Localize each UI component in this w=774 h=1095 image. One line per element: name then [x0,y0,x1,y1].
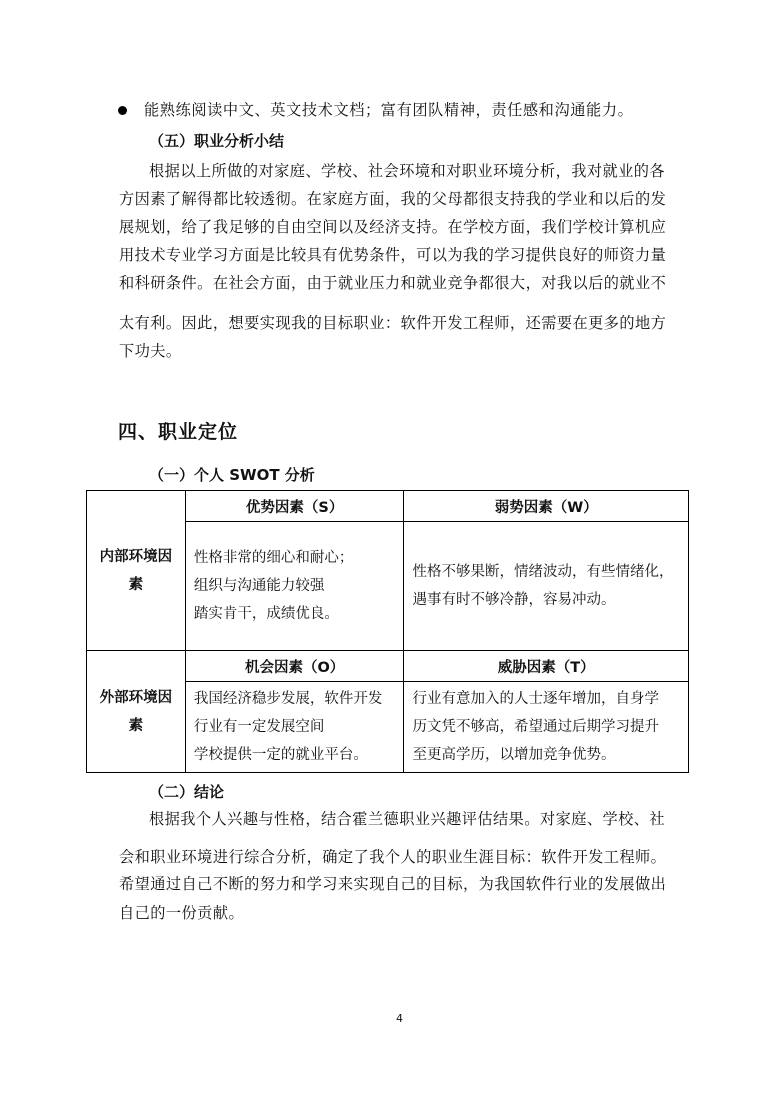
threat-item: 历文凭不够高，希望通过后期学习提升 [412,719,659,735]
opportunity-item: 学校提供一定的就业平台。 [193,747,368,763]
threats-cell [404,682,689,773]
threats-header: 威胁因素（T） [404,651,689,682]
threat-item: 至更高学历，以增加竞争优势。 [412,747,616,763]
internal-label-line: 内部环境因 [99,548,173,565]
weaknesses-cell [404,522,689,651]
strength-item: 组织与沟通能力较强 [193,578,325,594]
strengths-header: 优势因素（S） [185,491,404,522]
external-label-line: 素 [128,717,144,734]
opportunities-header: 机会因素（O） [185,651,404,682]
opportunity-item: 行业有一定发展空间 [193,719,325,735]
chapter4-title: 四、职业定位 [118,421,239,443]
opportunities-cell [185,682,404,773]
weakness-item: 性格不够果断，情绪波动，有些情绪化， [412,564,674,580]
internal-label-line: 素 [128,576,144,593]
section5-line: 下功夫。 [119,342,182,360]
section5-line: 方因素了解得都比较透彻。在家庭方面，我的父母都很支持我的学业和以后的发 [119,190,667,208]
external-label-line: 外部环境因 [99,689,173,706]
opportunity-item: 我国经济稳步发展，软件开发 [193,691,383,707]
bullet-text: 能熟练阅读中文、英文技术文档；富有团队精神，责任感和沟通能力。 [144,101,634,119]
external-factors-label [87,651,186,773]
strength-item: 性格非常的细心和耐心； [193,550,354,566]
section5-line: 根据以上所做的对家庭、学校、社会环境和对职业环境分析，我对就业的各 [149,162,666,180]
threat-item: 行业有意加入的人士逐年增加，自身学 [412,691,659,707]
conclusion-line: 希望通过自己不断的努力和学习来实现自己的目标，为我国软件行业的发展做出 [119,875,667,893]
strengths-cell [185,522,404,651]
conclusion-line: 根据我个人兴趣与性格，结合霍兰德职业兴趣评估结果。对家庭、学校、社 [149,810,666,828]
page-number: 4 [396,1012,403,1025]
conclusion-line: 自己的一份贡献。 [119,904,245,922]
conclusion-title: （二）结论 [149,783,225,801]
section5-line: 和科研条件。在社会方面，由于就业压力和就业竞争都很大，对我以后的就业不 [119,274,667,292]
internal-factors-label [87,491,186,651]
section5-line: 展规划，给了我足够的自由空间以及经济支持。在学校方面，我们学校计算机应 [119,218,667,236]
bullet-icon [118,106,127,115]
strength-item: 踏实肯干，成绩优良。 [193,606,339,622]
swot-table [86,490,689,773]
swot-subtitle: （一）个人 SWOT 分析 [149,466,315,484]
weaknesses-header: 弱势因素（W） [404,491,689,522]
section5-line: 用技术专业学习方面是比较具有优势条件，可以为我的学习提供良好的师资力量 [119,246,667,264]
weakness-item: 遇事有时不够冷静，容易冲动。 [412,592,616,608]
conclusion-line: 会和职业环境进行综合分析，确定了我个人的职业生涯目标：软件开发工程师。 [119,848,667,866]
section5-title: （五）职业分析小结 [149,132,285,150]
section5-line: 太有利。因此，想要实现我的目标职业：软件开发工程师，还需要在更多的地方 [119,314,667,332]
